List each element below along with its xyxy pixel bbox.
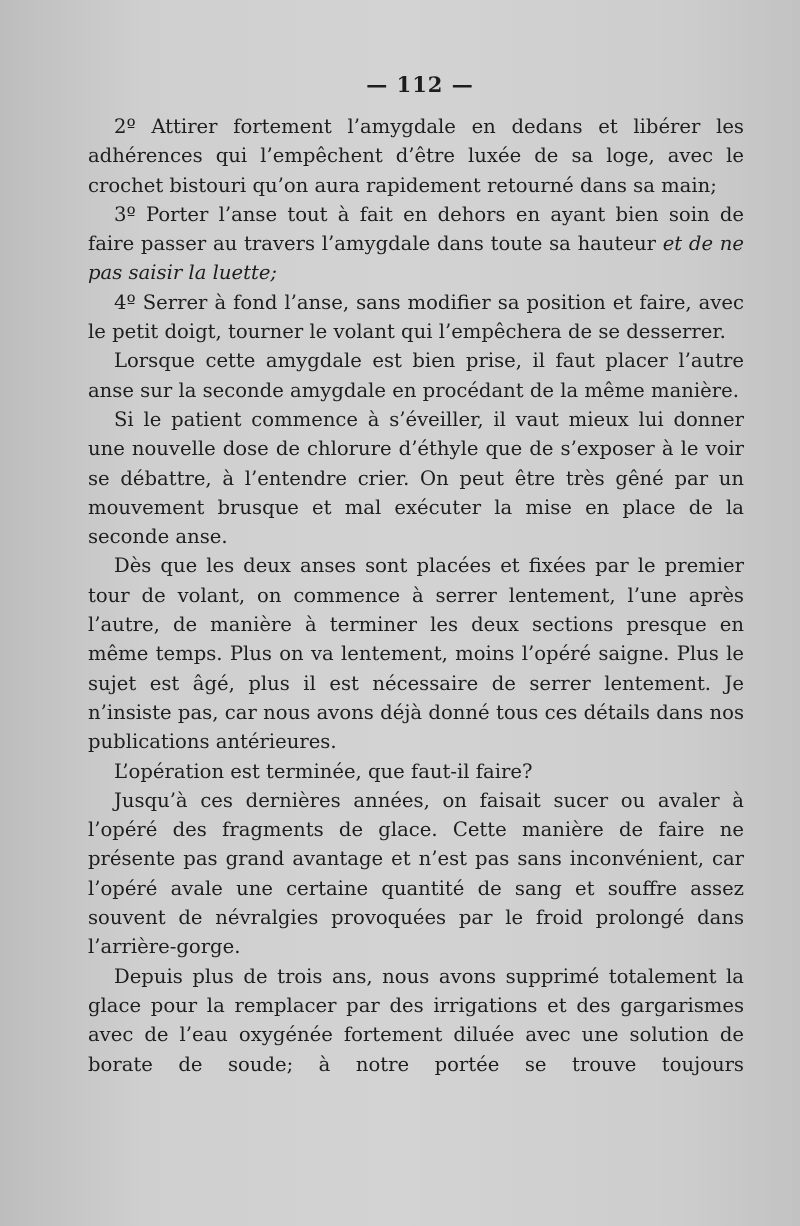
paragraph-step-2: 2º Attirer fortement l’amygdale en dedans et libérer les adhérences qui l’empêchent d’être luxée de sa loge, avec le crochet bistouri qu’on aura rapidement retourné dans sa main; (88, 115, 744, 197)
paragraph-continued: Depuis plus de trois ans, nous avons supprimé totalement la glace pour la remplacer par des irrigations et des gargarismes avec de l’eau oxygénée fortement diluée avec une solution de borate de soude; à notre portée se trouve toujours (88, 964, 744, 1076)
paragraph-step-3 (88, 200, 744, 288)
paragraph: Dès que les deux anses sont placées et fixées par le premier tour de volant, on commence à serrer lentement, l’une après l’autre, de manière à terminer les deux sections presque en même temps. Plus on va lentement, moins l’opéré saigne. Plus le sujet est âgé, plus il est nécessaire de serrer lentement. Je n’insiste pas, car nous avons déjà donné tous ces détails dans nos publications antérieures. (88, 554, 744, 754)
body-text (88, 112, 744, 1079)
italic-emphasis: et de ne pas saisir la luette; (88, 232, 744, 285)
paragraph-question: L’opération est terminée, que faut-il faire? (114, 759, 533, 783)
paragraph-step-4: 4º Serrer à fond l’anse, sans modifier sa position et faire, avec le petit doigt, tourner le volant qui l’empêchera de se desserrer. (88, 290, 744, 344)
paragraph: Lorsque cette amygdale est bien prise, il faut placer l’autre anse sur la seconde amygdale en procédant de la même manière. (88, 349, 744, 402)
page-number: — 112 — (366, 72, 474, 97)
paragraph: Jusqu’à ces dernières années, on faisait sucer ou avaler à l’opéré des fragments de glace. Cette manière de faire ne présente pas grand avantage et n’est pas sans inconvénient, car l’opéré avale une certaine quantité de sang et souffre assez souvent de névralgies provoquées par le froid prolongé dans l’arrière-gorge. (88, 788, 744, 959)
paragraph: Si le patient commence à s’éveiller, il vaut mieux lui donner une nouvelle dose de chlorure d’éthyle que de s’exposer à le voir se débattre, à l’entendre crier. On peut être très gêné par un mouvement brusque et mal exécuter la mise en place de la seconde anse. (88, 407, 744, 549)
paragraph-text: 3º Porter l’anse tout à fait en dehors en ayant bien soin de faire passer au travers l’amygdale dans toute sa hauteur (88, 202, 744, 256)
